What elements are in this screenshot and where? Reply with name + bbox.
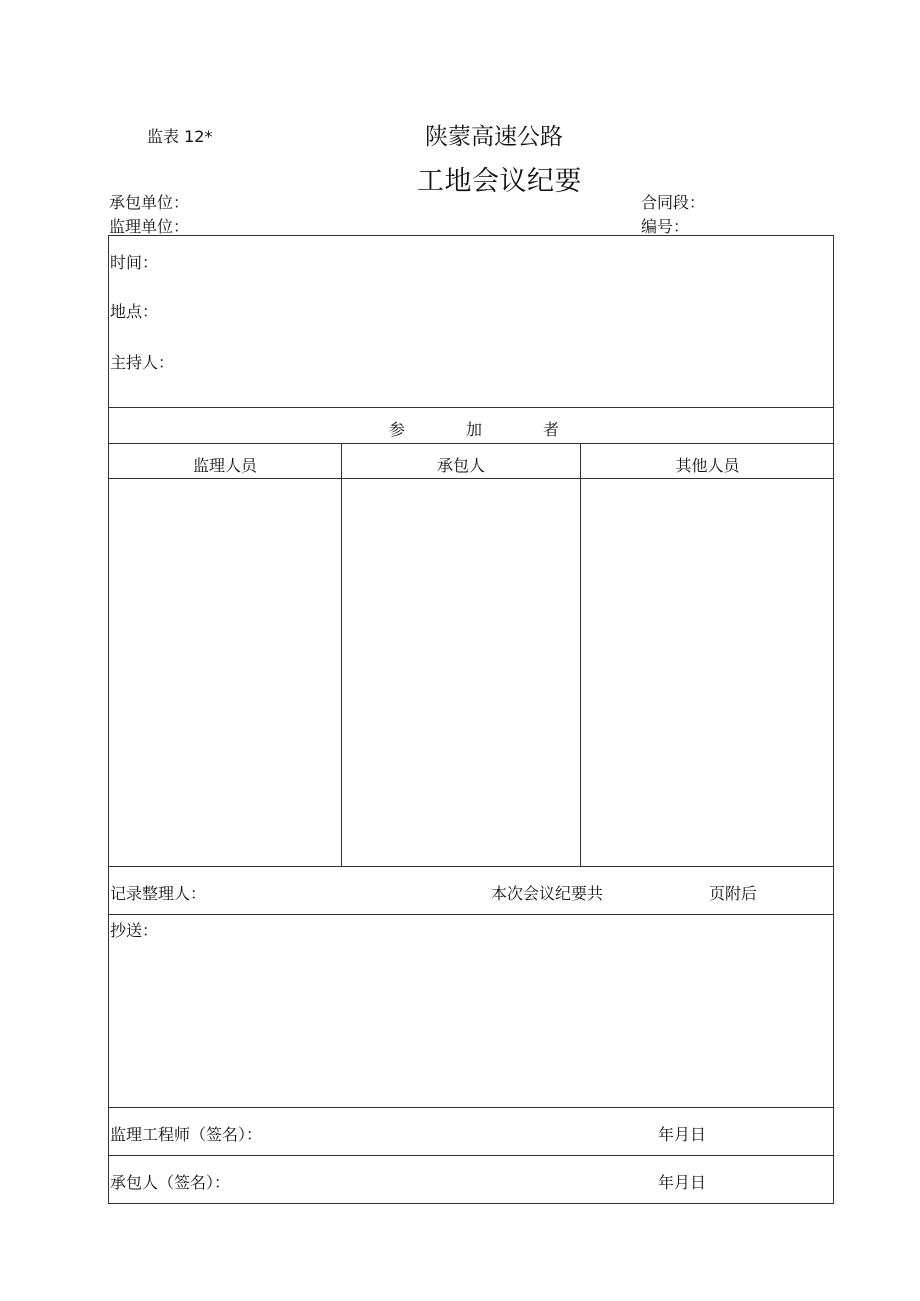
row-divider	[109, 866, 833, 867]
document-title: 工地会议纪要	[417, 166, 582, 197]
cc-label: 抄送：	[110, 921, 159, 940]
row-divider	[109, 443, 833, 444]
row-divider	[109, 1155, 833, 1156]
supervisor-unit-label: 监理单位：	[109, 217, 190, 236]
participants-title-char: 参	[389, 420, 406, 439]
participants-title-char: 者	[542, 420, 559, 439]
contractor-date-label: 年月日	[658, 1173, 707, 1192]
contractor-signature-label: 承包人（签名）：	[110, 1173, 231, 1192]
pages-attached-label: 页附后	[709, 884, 758, 903]
pages-total-label: 本次会议纪要共	[491, 884, 604, 903]
contract-section-label: 合同段：	[641, 193, 706, 212]
column-header-others: 其他人员	[675, 456, 740, 475]
column-header-contractor: 承包人	[436, 456, 485, 475]
participants-title	[389, 417, 559, 440]
recorder-label: 记录整理人：	[110, 884, 207, 903]
column-divider	[341, 443, 342, 867]
number-label: 编号：	[641, 217, 690, 236]
meeting-minutes-table	[108, 235, 834, 1204]
row-divider	[109, 1107, 833, 1108]
form-code: 监表 12*	[147, 127, 213, 146]
participants-title-char: 加	[465, 420, 482, 439]
contractor-unit-label: 承包单位：	[109, 193, 190, 212]
project-name: 陕蒙高速公路	[425, 124, 563, 150]
engineer-date-label: 年月日	[658, 1125, 707, 1144]
time-label: 时间：	[110, 253, 159, 272]
host-label: 主持人：	[110, 353, 175, 372]
place-label: 地点：	[110, 302, 159, 321]
column-divider	[580, 443, 581, 867]
engineer-signature-label: 监理工程师（签名）：	[110, 1125, 263, 1144]
column-header-supervisors: 监理人员	[192, 456, 257, 475]
row-divider	[109, 914, 833, 915]
row-divider	[109, 478, 833, 479]
row-divider	[109, 407, 833, 408]
